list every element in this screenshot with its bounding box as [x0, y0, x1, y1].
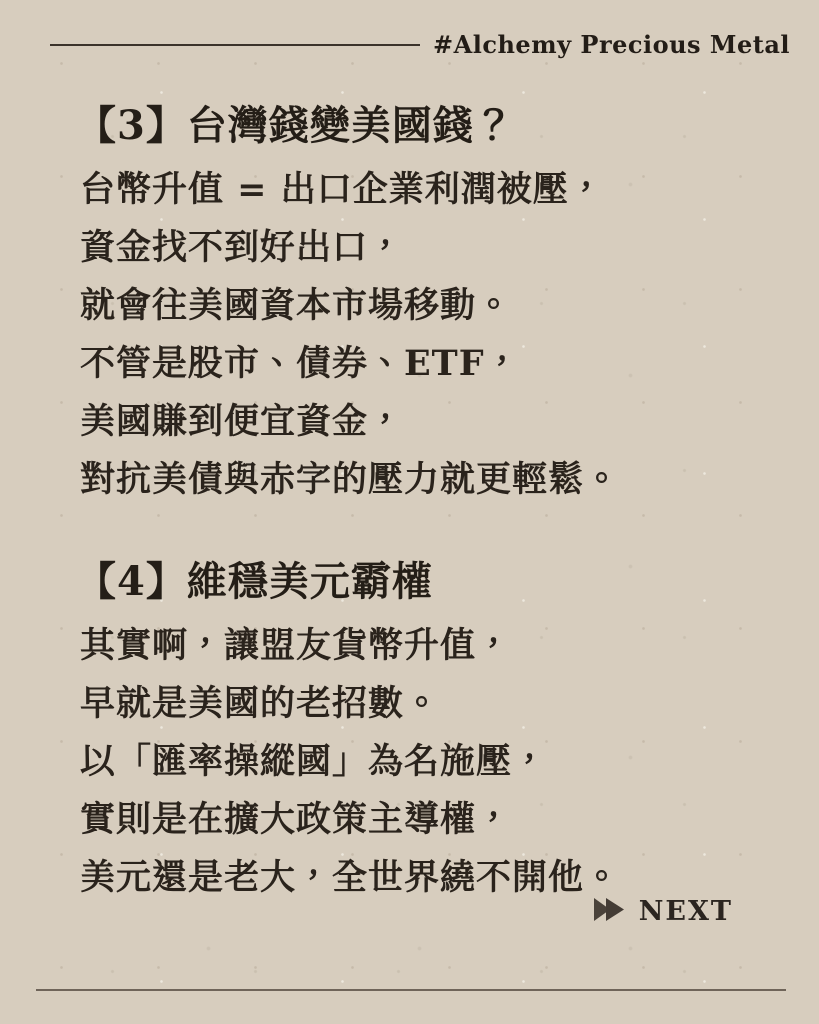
body-line: 實則是在擴大政策主導權，	[80, 799, 513, 840]
section-heading: 【4】維穩美元霸權	[76, 558, 433, 605]
body-line: 以「匯率操縱國」為名施壓，	[80, 741, 549, 782]
body-line: 早就是美國的老招數。	[80, 683, 441, 724]
section-heading: 【3】台灣錢變美國錢？	[76, 102, 515, 149]
body-line: 就會往美國資本市場移動。	[80, 285, 513, 326]
brand-label: #Alchemy Precious Metal	[433, 30, 790, 59]
next-label: NEXT	[638, 896, 733, 927]
body-line: 美國賺到便宜資金，	[80, 401, 405, 442]
body-line: 台幣升值 = 出口企業利潤被壓，	[80, 169, 605, 210]
body-line: 美元還是老大，全世界繞不開他。	[80, 857, 621, 898]
next-button[interactable]	[594, 896, 733, 927]
body-line: 其實啊，讓盟友貨幣升值，	[80, 625, 513, 666]
body-line: 對抗美債與赤字的壓力就更輕鬆。	[80, 459, 621, 500]
section-3	[76, 102, 783, 500]
section-4	[76, 558, 783, 898]
footer-divider	[36, 989, 786, 991]
header	[50, 30, 790, 59]
fast-forward-icon	[594, 896, 630, 927]
content	[76, 102, 783, 918]
body-line: 資金找不到好出口，	[80, 227, 405, 268]
body-line: 不管是股市、債券、ETF，	[80, 343, 521, 384]
header-divider	[50, 44, 420, 46]
